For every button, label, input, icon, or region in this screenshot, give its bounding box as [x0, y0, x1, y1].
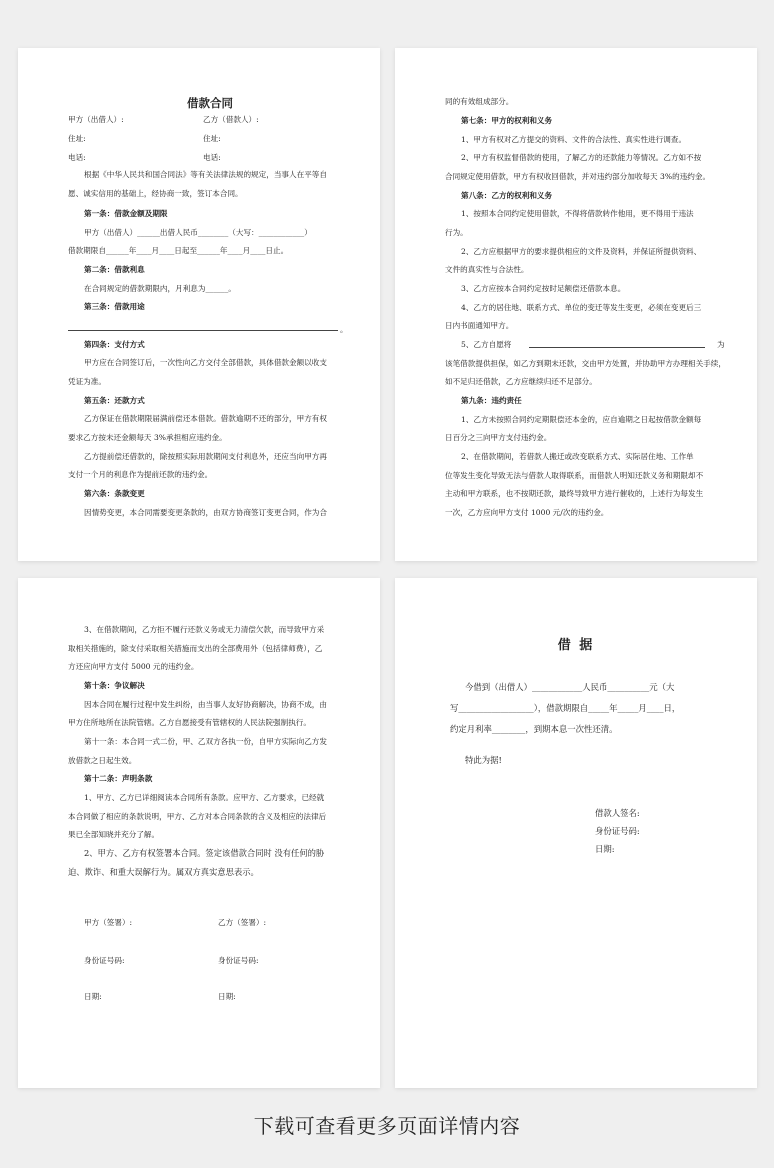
intro-text: 根据《中华人民共和国合同法》等有关法律法规的规定，当事人在平等自 [84, 170, 327, 179]
phone-a-label: 电话: [68, 153, 86, 162]
article-12-title: 第十二条：声明条款 [84, 774, 153, 783]
article-8-text: 为 [717, 340, 725, 349]
article-8-text: 1、按照本合同约定使用借款，不得将借款转作他用，更不得用于违法 [461, 209, 694, 218]
party-a-line [68, 114, 352, 125]
purpose-end-mark: 。 [340, 325, 348, 334]
article-9-text: 日百分之三向甲方支付违约金。 [445, 433, 552, 442]
article-9-text: 一次，乙方应向甲方支付 1000 元/次的违约金。 [445, 508, 609, 517]
article-3-title: 第三条：借款用途 [84, 302, 145, 311]
article-6-text: 因情势变更，本合同需要变更条款的，由双方协商签订变更合同，作为合 [84, 508, 327, 517]
iou-page [395, 578, 757, 1088]
article-11-text: 放借款之日起生效。 [68, 756, 137, 765]
date-b-label: 日期: [218, 992, 236, 1001]
article-12-text: 1、甲方、乙方已详细阅读本合同所有条款。应甲方、乙方要求，已经就 [84, 793, 325, 802]
download-more-footer[interactable]: 下载可查看更多页面详情内容 [253, 1114, 521, 1138]
collateral-blank-line [529, 347, 705, 348]
article-5-text: 要求乙方按未还金额每天 3%承担相应违约金。 [68, 433, 227, 442]
borrower-id-label: 身份证号码: [595, 826, 640, 836]
contract-page-2 [395, 48, 757, 561]
article-9-text: 3、在借款期间，乙方拒不履行还款义务或无力清偿欠款，而导致甲方采 [84, 625, 325, 634]
party-a-label: 甲方（出借人）: [68, 115, 124, 124]
address-line [68, 133, 352, 144]
continued-text: 同的有效组成部分。 [445, 97, 514, 106]
article-12-text: 2、甲方、乙方有权签署本合同。签定该借款合同时 没有任何的胁 [84, 848, 325, 858]
article-11-text: 第十一条：本合同一式二份，甲、乙双方各执一份，自甲方实际向乙方发 [84, 737, 327, 746]
article-6-title: 第六条：条款变更 [84, 489, 145, 498]
iou-date-label: 日期: [595, 844, 615, 854]
phone-line [68, 152, 352, 163]
article-8-text: 文件的真实性与合法性。 [445, 265, 529, 274]
sign-a-label: 甲方（签署）: [84, 918, 133, 927]
address-a-label: 住址: [68, 134, 86, 143]
article-9-text: 主动和甲方联系，也不按期还款，最终导致甲方进行催收的，上述行为每发生 [445, 489, 704, 498]
article-10-text: 因本合同在履行过程中发生纠纷，由当事人友好协商解决，协商不成，由 [84, 700, 327, 709]
article-4-text: 甲方应在合同签订后，一次性向乙方交付全部借款，具体借款金额以收支 [84, 358, 327, 367]
article-12-text: 本合同做了相应的条款说明，甲方、乙方对本合同条款的含义及相应的法律后 [68, 812, 327, 821]
iou-title: 借 据 [557, 638, 595, 653]
article-12-text: 迫、欺诈、和重大误解行为。属双方真实意思表示。 [68, 867, 259, 877]
article-5-text: 乙方提前偿还借款的，除按照实际用款期间支付利息外，还应当向甲方再 [84, 452, 327, 461]
id-a-label: 身份证号码: [84, 956, 125, 965]
article-5-title: 第五条：还款方式 [84, 396, 145, 405]
article-9-title: 第九条：违约责任 [461, 396, 522, 405]
sign-b-label: 乙方（签署）: [218, 918, 267, 927]
article-1-text: 借款期限自______年____月____日起至______年____月____日止。 [68, 246, 289, 255]
article-7-text: 1、甲方有权对乙方提交的资料、文件的合法性、真实性进行调查。 [461, 135, 687, 144]
purpose-blank-line [68, 330, 338, 331]
article-1-text: 甲方（出借人）______出借人民币________（大写：____________） [84, 228, 312, 237]
contract-title: 借款合同 [187, 96, 233, 110]
borrower-signature-label: 借款人签名: [595, 808, 640, 818]
iou-text: 约定月利率________，到期本息一次性还清。 [450, 724, 618, 734]
article-9-text: 位等发生变化导致无法与借款人取得联系，而借款人明知还款义务和期限却不 [445, 471, 704, 480]
article-10-text: 甲方住所地所在法院管辖。乙方自愿接受有管辖权的人民法院强制执行。 [68, 718, 311, 727]
party-b-label: 乙方（借款人）: [203, 115, 259, 124]
article-8-text: 5、乙方自愿将 [461, 340, 512, 349]
iou-text: 写__________________），借款期限自_____年_____月____日， [450, 703, 681, 713]
article-4-title: 第四条：支付方式 [84, 340, 145, 349]
article-10-title: 第十条：争议解决 [84, 681, 145, 690]
contract-page-3 [18, 578, 380, 1088]
intro-text: 愿、诚实信用的基础上，经协商一致，签订本合同。 [68, 189, 243, 198]
article-8-text: 行为。 [445, 228, 468, 237]
article-12-text: 果已全部知晓并充分了解。 [68, 830, 160, 839]
article-9-text: 取相关措施的，除支付采取相关措施而支出的全部费用外（包括律师费），乙 [68, 644, 323, 653]
article-7-title: 第七条：甲方的权利和义务 [461, 116, 553, 125]
iou-closing: 特此为据! [465, 755, 502, 765]
address-b-label: 住址: [203, 134, 221, 143]
article-8-text: 该笔借款提供担保，如乙方到期未还款，交由甲方处置，并协助甲方办理相关手续， [445, 359, 726, 368]
article-5-text: 支付一个月的利息作为提前还款的违约金。 [68, 470, 213, 479]
article-8-text: 日内书面通知甲方。 [445, 321, 514, 330]
article-5-text: 乙方保证在借款期限届满前偿还本借款。借款逾期不还的部分，甲方有权 [84, 414, 327, 423]
article-8-text: 4、乙方的居住地、联系方式、单位的变迁等发生变更，必须在变更后三 [461, 303, 702, 312]
contract-page-1 [18, 48, 380, 561]
date-a-label: 日期: [84, 992, 102, 1001]
article-8-title: 第八条：乙方的权利和义务 [461, 191, 553, 200]
article-8-text: 3、乙方应按本合同约定按时足额偿还借款本息。 [461, 284, 626, 293]
article-8-text: 如不足归还借款，乙方应继续归还不足部分。 [445, 377, 597, 386]
article-2-text: 在合同规定的借款期限内，月利息为______。 [84, 284, 236, 293]
article-9-text: 2、在借款期间，若借款人搬迁或改变联系方式、实际居住地、工作单 [461, 452, 694, 461]
id-b-label: 身份证号码: [218, 956, 259, 965]
article-7-text: 合同规定使用借款，甲方有权收回借款，并对违约部分加收每天 3%的违约金。 [445, 172, 711, 181]
article-1-title: 第一条：借款金额及期限 [84, 209, 168, 218]
article-2-title: 第二条：借款利息 [84, 265, 145, 274]
phone-b-label: 电话: [203, 153, 221, 162]
article-9-text: 1、乙方未按照合同约定期限偿还本金的，应自逾期之日起按借款金额每 [461, 415, 702, 424]
iou-text: 今借到（出借人）____________人民币__________元（大 [465, 682, 675, 692]
article-8-text: 2、乙方应根据甲方的要求提供相应的文件及资料，并保证所提供资料、 [461, 247, 702, 256]
article-4-text: 凭证为准。 [68, 377, 106, 386]
article-7-text: 2、甲方有权监督借款的使用，了解乙方的还款能力等情况。乙方如不按 [461, 153, 702, 162]
article-9-text: 方还应向甲方支付 5000 元的违约金。 [68, 662, 199, 671]
